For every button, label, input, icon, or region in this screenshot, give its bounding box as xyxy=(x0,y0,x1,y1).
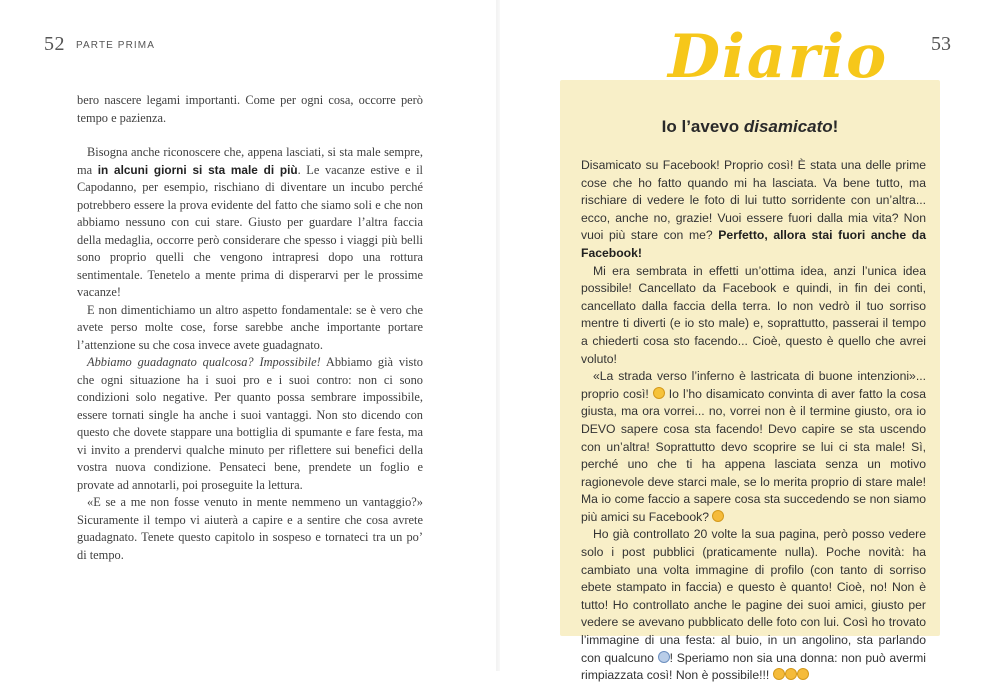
paragraph: Mi era sembrata in effetti un’ottima idea, anzi l’unica idea possibile! Cancellato da Facebook e quindi, in fin dei conti, cancellato dalla faccia della terra. Io non vedrò il tuo sorriso mentre ti diverti (e io sto male) e, soprattutto, passerai il tempo a chiederti cosa sto facendo... Cioè, questo è quello che avrei voluto! xyxy=(581,263,926,366)
text-run: Io l’ho disamicato convinta di aver fatto la cosa giusta, ma ora vorrei... no, vorrei non è il termine giusto, ora io DEVO sapere cosa sta facendo! Devo capire se sta uscendo con un’altra! Soprattutto devo scoprire se lui ci sta male! Sì, perché uno che ti ha appena lasciata senza un motivo ragionevole deve starci male, se lo merita proprio di stare male! Ma io come faccio a sapere cosa sta succedendo se non siamo più amici su Facebook? xyxy=(581,386,926,524)
paragraph xyxy=(581,368,926,526)
diary-subtitle xyxy=(560,117,940,137)
paragraph xyxy=(581,526,926,684)
text-run: ! Speriamo non sia una donna: non può avermi rimpiazzata così! Non è possibile!!! xyxy=(581,650,926,683)
text-run: Ho già controllato 20 volte la sua pagina, però posso vedere solo i post pubblici (praticamente nulla). Poche novità: ha cambiato una volta immagine di profilo (con tanto di sorriso ebete stampato in faccia) e questo è quanto! Cioè, no! Non è tutto! Ho controllato anche le pagine dei suoi amici, giusto per vedere se avevano pubblicato delle foto con lui. Così ho trovato l’immagine di una festa: al buio, in un angolino, sta parlando con qualcuno xyxy=(581,527,926,665)
paragraph xyxy=(581,157,926,263)
diary-body-text xyxy=(581,157,926,685)
crying-face-icon xyxy=(712,510,724,522)
paragraph: bero nascere legami importanti. Come per ogni cosa, occorre però tempo e pazienza. xyxy=(77,93,423,125)
confused-face-icon xyxy=(653,387,665,399)
paragraph: «E se a me non fosse venuto in mente nemmeno un vantaggio?» Sicuramente il tempo vi aiuterà a capire e a sentire che cosa avrete guadagnato. Tenete questo capitolo in sospeso e tornateci tra un po’ di tempo. xyxy=(77,495,423,562)
page-number-right: 53 xyxy=(931,33,951,55)
subtitle-italic: disamicato xyxy=(743,117,833,136)
bold-phrase: Perfetto, allora stai fuori anche da Facebook! xyxy=(581,228,926,260)
paragraph: E non dimentichiamo un altro aspetto fondamentale: se è vero che avete perso molte cose, forse sarebbe anche importante portare l’attenzione su che cosa invece avete guadagnato. xyxy=(77,302,423,352)
sad-face-icon xyxy=(797,668,809,680)
running-head: PARTE PRIMA xyxy=(76,40,155,51)
sad-face-icon xyxy=(785,668,797,680)
paragraph xyxy=(77,144,423,302)
screaming-face-icon xyxy=(658,651,670,663)
diary-title: Diario xyxy=(668,22,889,92)
left-body-text xyxy=(77,92,423,564)
paragraph xyxy=(77,354,423,494)
subtitle-text: Io l’avevo xyxy=(661,117,744,136)
text-run: Disamicato su Facebook! Proprio così! È stata una delle prime cose che ho fatto quando mi ha lasciata. Va bene tutto, ma rischiare di vedere le foto di lui tutto sorridente con un’altra... ecco, anche no, grazie! Vuoi essere fuori dalla mia vita? Non vuoi più stare con me? xyxy=(581,158,926,243)
text-run: «La strada verso l’inferno è lastricata di buone intenzioni»... proprio così! xyxy=(581,369,926,401)
subtitle-end: ! xyxy=(832,117,839,136)
text-run: Bisogna anche riconoscere che, appena lasciati, si sta male sempre, ma xyxy=(77,145,423,177)
text-run: . Le vacanze estive e il Capodanno, per esempio, rischiano di diventare un incubo perché potrebbero essere la prova evidente del fatto che siamo soli e che non abbiamo nessuno con cui stare. Giusto per guardare l’altra faccia della medaglia, occorre però considerare che spesso i viaggi più belli sono proprio quelli che vengono intrapresi dopo una rottura sentimentale. Tenetelo a mente prima di disperarvi per le prossime vacanze! xyxy=(77,162,423,299)
bold-phrase: in alcuni giorni si sta male di più xyxy=(97,162,298,177)
sad-face-icon xyxy=(773,668,785,680)
text-run: Abbiamo già visto che ogni situazione ha i suoi pro e i suoi contro: non ci sono condizioni solo negative. Per quanto possa sembrare impossibile, essere tornati single ha anche i suoi vantaggi. Non sto dicendo con questo che dovete stappare una bottiglia di spumante e fare festa, ma vi invito a prendervi qualche minuto per riflettere sui benefici della vostra nuova condizione. Pensateci bene, prendete un foglio e provate ad annotarli, poi proseguite la lettura. xyxy=(77,355,423,492)
page-number-left: 52 xyxy=(44,33,65,55)
italic-phrase: Abbiamo guadagnato qualcosa? Impossibile! xyxy=(87,355,321,369)
left-page xyxy=(0,0,500,671)
